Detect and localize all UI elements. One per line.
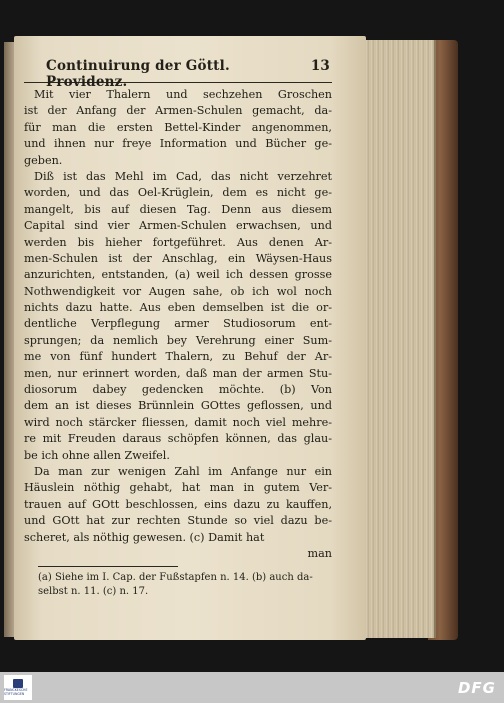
text-line: be ich ohne allen Zweifel. bbox=[24, 448, 170, 462]
text-line: Da man zur wenigen Zahl im Anfange nur ein bbox=[34, 464, 332, 478]
text-line: Diß ist das Mehl im Cad, das nicht verzehret bbox=[34, 169, 332, 183]
text-line: sprungen; da nemlich bey Verehrung einer Sum- bbox=[24, 333, 332, 347]
footnote-line: (a) Siehe im I. Cap. der Fußstapfen n. 14. (b) auch da- bbox=[38, 572, 313, 584]
text-line: ist der Anfang der Armen-Schulen gemacht, da- bbox=[24, 104, 332, 118]
text-line: anzurichten, entstanden, (a) weil ich dessen grosse bbox=[24, 268, 332, 282]
footnotes bbox=[24, 571, 332, 599]
text-line: men-Schulen ist der Anschlag, ein Wäysen-Haus bbox=[24, 251, 332, 265]
text-line: mangelt, bis auf diesen Tag. Denn aus diesem bbox=[24, 202, 332, 216]
text-line: wird noch stärcker fliessen, damit noch viel mehre- bbox=[24, 415, 332, 429]
text-line: geben. bbox=[24, 153, 63, 167]
text-line: nichts dazu hatte. Aus eben demselben ist die or- bbox=[24, 301, 332, 315]
text-line: trauen auf GOtt beschlossen, eins dazu zu kauffen, bbox=[24, 497, 332, 511]
text-line: dem an ist dieses Brünnlein GOttes geflossen, und bbox=[24, 399, 332, 413]
footnote-line: selbst n. 11. (c) n. 17. bbox=[38, 586, 149, 598]
franckesche-stiftungen-logo[interactable] bbox=[4, 675, 32, 700]
text-line: für man die ersten Bettel-Kinder angenommen, bbox=[24, 120, 332, 134]
text-line: scheret, als nöthig gewesen. (c) Damit hat bbox=[24, 530, 265, 544]
text-line: Häuslein nöthig gehabt, hat man in gutem Ver- bbox=[24, 481, 332, 495]
emblem-icon bbox=[13, 679, 23, 688]
text-line: diosorum dabey gedencken möchte. (b) Von bbox=[24, 383, 332, 397]
running-head-title: Continuirung der Göttl. Providenz. bbox=[46, 58, 230, 90]
text-line: und GOtt hat zur rechten Stunde so viel dazu be- bbox=[24, 514, 332, 528]
footnote-rule bbox=[38, 566, 178, 567]
page-number: 13 bbox=[310, 58, 330, 74]
page-text bbox=[24, 58, 332, 599]
text-line: man bbox=[307, 546, 332, 560]
dfg-logo[interactable]: DFG bbox=[457, 679, 496, 697]
text-line: Mit vier Thalern und sechzehen Groschen bbox=[34, 88, 332, 101]
text-line: Capital sind vier Armen-Schulen erwachsen, und bbox=[24, 219, 332, 233]
text-line: me von fünf hundert Thalern, zu Behuf der Ar- bbox=[24, 350, 332, 364]
running-head bbox=[24, 58, 332, 90]
text-line: worden, und das Oel-Krüglein, dem es nicht ge- bbox=[24, 186, 332, 200]
text-line: re mit Freuden daraus schöpfen können, das glau- bbox=[24, 432, 332, 446]
text-line: und ihnen nur freye Information und Bücher ge- bbox=[24, 137, 332, 151]
text-line: dentliche Verpflegung armer Studiosorum ent- bbox=[24, 317, 332, 331]
text-line: Nothwendigkeit vor Augen sahe, ob ich wol noch bbox=[24, 284, 332, 298]
text-line: men, nur erinnert worden, daß man der armen Stu- bbox=[24, 366, 332, 380]
body-text bbox=[24, 87, 332, 562]
viewer-footer bbox=[0, 672, 504, 703]
logo-text: FRANCKESCHE STIFTUNGEN bbox=[4, 687, 28, 696]
text-line: werden bis hieher fortgeführet. Aus denen Ar- bbox=[24, 235, 332, 249]
